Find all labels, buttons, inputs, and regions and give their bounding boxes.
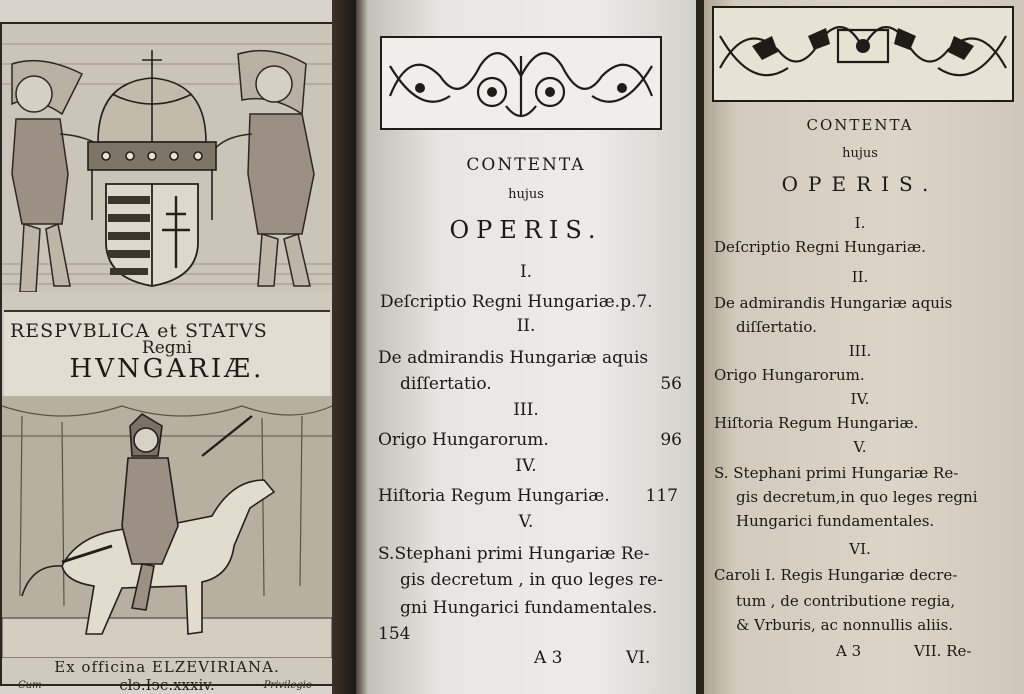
section-title-line: S.Stephani primi Hungariæ Re-: [378, 544, 650, 564]
section-title-line: S. Stephani primi Hungariæ Re-: [714, 464, 959, 482]
section-numeral: II.: [851, 268, 869, 286]
section-title-line: diſſertatio.: [736, 318, 817, 336]
section-title-line: Origo Hungarorum.: [714, 366, 865, 384]
section-title-line: gis decretum , in quo leges re-: [400, 570, 663, 590]
page-number: 154: [378, 624, 411, 644]
section-numeral: IV.: [515, 456, 537, 476]
signature-mark: A 3: [534, 648, 563, 668]
section-numeral: III.: [513, 400, 539, 420]
section-title-line: Deſcriptio Regni Hungariæ.p.7.: [380, 292, 653, 312]
section-numeral: II.: [516, 316, 536, 336]
section-title-line: Origo Hungarorum. 96: [378, 430, 682, 450]
crown-and-angels-engraving: [2, 24, 332, 292]
engraved-plate: [0, 22, 334, 694]
section-title-line: Deſcriptio Regni Hungariæ.: [714, 238, 926, 256]
hujus-label: hujus: [508, 187, 544, 202]
page-number: 96: [660, 430, 682, 450]
title-cartouche: [4, 310, 330, 398]
section-numeral: I.: [519, 262, 533, 282]
headpiece-ornament: [712, 6, 1014, 102]
contents-heading: CONTENTA: [466, 155, 586, 175]
section-title-line: Caroli I. Regis Hungariæ decre-: [714, 566, 958, 584]
catchword: VI.: [626, 648, 651, 668]
page-number: 117: [645, 486, 678, 506]
imprint-year: clↄ.Iↄc.xxxiv.: [119, 676, 215, 694]
section-title-line: De admirandis Hungariæ aquis: [378, 348, 649, 368]
horseman-engraving: [2, 396, 332, 658]
section-numeral: V.: [853, 438, 867, 456]
section-numeral: I.: [854, 214, 866, 232]
section-numeral: III.: [848, 342, 872, 360]
section-title-line: gni Hungarici fundamentales.: [400, 598, 658, 618]
section-title-line: & Vrburis, ac nonnullis aliis.: [736, 616, 954, 634]
section-numeral: V.: [518, 512, 534, 532]
section-title-line: gis decretum,in quo leges regni: [736, 488, 978, 506]
title-line-1: RESPVBLICA et STATVS: [10, 320, 268, 342]
privilege-right: Privilegio: [263, 680, 312, 691]
page-number: 56: [660, 374, 682, 394]
contents-heading: CONTENTA: [806, 116, 914, 134]
privilege-left: Cum: [18, 680, 42, 691]
book-edge-shadow: [332, 0, 356, 694]
headpiece-ornament: [380, 36, 662, 130]
section-numeral: IV.: [850, 390, 870, 408]
title-page: [0, 0, 356, 694]
title-line-3: HVNGARIÆ.: [69, 354, 265, 384]
imprint-line: Ex officina ELZEVIRIANA.: [54, 658, 280, 676]
signature-mark: A 3: [836, 642, 862, 660]
section-title-line: Hiſtoria Regum Hungariæ.: [714, 414, 919, 432]
section-title-line: De admirandis Hungariæ aquis: [714, 294, 953, 312]
contents-page-middle: [356, 0, 696, 694]
operis-heading: OPERIS.: [449, 216, 603, 244]
catchword: VII. Re-: [914, 642, 972, 660]
contents-page-right: [696, 0, 1024, 694]
title-line-2: Regni: [141, 338, 193, 358]
page-gutter: [356, 0, 368, 694]
hujus-label: hujus: [842, 146, 878, 161]
section-title-line: Hungarici fundamentales.: [736, 512, 935, 530]
operis-heading: OPERIS.: [781, 172, 939, 196]
section-title-line: Hiſtoria Regum Hungariæ. 117: [378, 486, 678, 506]
section-numeral: VI.: [849, 540, 871, 558]
section-title-line: tum , de contributione regia,: [736, 592, 956, 610]
hungarian-coat-of-arms: [106, 184, 198, 286]
section-title-line: diſſertatio. 56: [400, 374, 682, 394]
